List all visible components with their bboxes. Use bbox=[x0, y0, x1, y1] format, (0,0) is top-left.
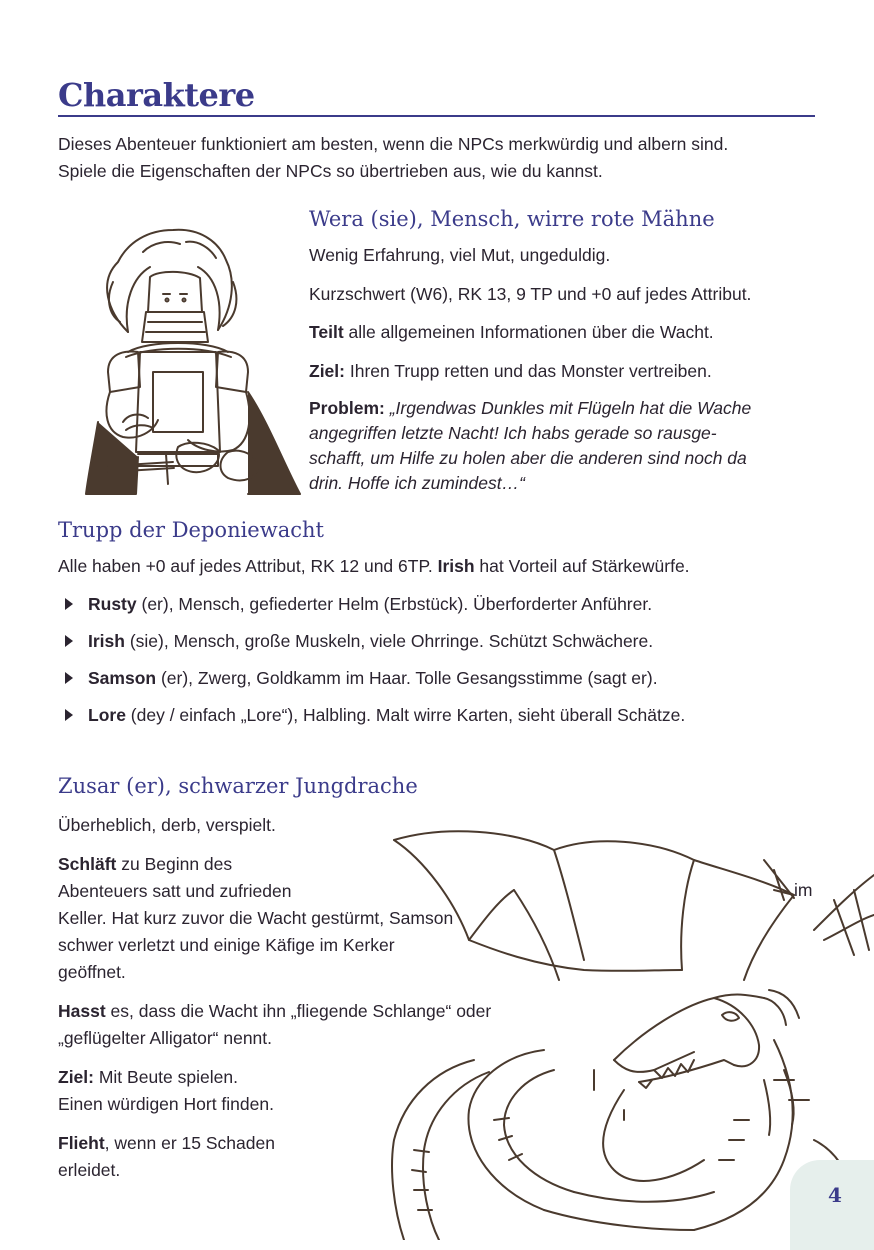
page-number: 4 bbox=[828, 1183, 842, 1207]
intro-paragraph bbox=[58, 131, 838, 185]
zusar-block bbox=[58, 812, 528, 1196]
zusar-paragraph-3 bbox=[58, 1064, 528, 1118]
zusar-p1-line-1: zu Beginn des bbox=[116, 854, 233, 874]
member-name: Rusty bbox=[88, 594, 137, 614]
zusar-paragraph-4 bbox=[58, 1130, 528, 1184]
list-item bbox=[58, 629, 838, 666]
wera-line-4 bbox=[309, 359, 712, 384]
bullet-triangle-icon bbox=[65, 709, 73, 721]
bullet-triangle-icon bbox=[65, 598, 73, 610]
page-title: Charaktere bbox=[58, 76, 255, 114]
zusar-heading: Zusar (er), schwarzer Jungdrache bbox=[58, 774, 418, 798]
list-item bbox=[58, 666, 838, 703]
trupp-summary-2: hat Vorteil auf Stärkewürfe. bbox=[474, 556, 690, 576]
knight-illustration bbox=[68, 222, 308, 497]
member-text: (dey / einfach „Lore“), Halbling. Malt wirre Karten, sieht überall Schätze. bbox=[125, 705, 686, 725]
trupp-summary-1: Alle haben +0 auf jedes Attribut, RK 12 und 6TP. bbox=[58, 556, 438, 576]
wera-problem-line-3: schafft, um Hilfe zu holen aber die anderen sind noch da bbox=[309, 448, 747, 468]
wera-problem-line-2: angegriffen letzte Nacht! Ich habs gerade so rausge- bbox=[309, 423, 717, 443]
wera-problem-bold: Problem: bbox=[309, 398, 385, 418]
trupp-summary-bold: Irish bbox=[437, 556, 475, 576]
zusar-traits: Überheblich, derb, verspielt. bbox=[58, 815, 276, 835]
zusar-p3-line-1: Mit Beute spielen. bbox=[93, 1067, 238, 1087]
wera-line-4-text: Ihren Trupp retten und das Monster vertreiben. bbox=[344, 361, 712, 381]
wera-problem bbox=[309, 396, 819, 496]
trupp-heading: Trupp der Deponiewacht bbox=[58, 518, 324, 542]
wera-line-3-text: alle allgemeinen Informationen über die Wacht. bbox=[343, 322, 714, 342]
list-item bbox=[58, 703, 838, 740]
zusar-paragraph-1 bbox=[58, 851, 528, 986]
wera-problem-line-4: drin. Hoffe ich zumindest…“ bbox=[309, 473, 525, 493]
wera-heading: Wera (sie), Mensch, wirre rote Mähne bbox=[309, 207, 715, 231]
zusar-p1-im: im bbox=[794, 880, 813, 900]
trupp-summary bbox=[58, 553, 848, 580]
title-underline bbox=[58, 115, 815, 117]
wera-problem-line-1: „Irgendwas Dunkles mit Flügeln hat die Wache bbox=[384, 398, 752, 418]
intro-line-1: Dieses Abenteuer funktioniert am besten, wenn die NPCs merkwürdig und albern sind. bbox=[58, 134, 729, 154]
list-item bbox=[58, 592, 838, 629]
wera-line-4-bold: Ziel: bbox=[309, 361, 345, 381]
member-name: Irish bbox=[88, 631, 125, 651]
zusar-p2-line-1: es, dass die Wacht ihn „fliegende Schlange“ oder bbox=[105, 1001, 492, 1021]
wera-line-2: Kurzschwert (W6), RK 13, 9 TP und +0 auf jedes Attribut. bbox=[309, 284, 752, 304]
bullet-triangle-icon bbox=[65, 635, 73, 647]
member-name: Lore bbox=[88, 705, 126, 725]
member-name: Samson bbox=[88, 668, 157, 688]
zusar-p1-bold: Schläft bbox=[58, 854, 117, 874]
intro-line-2: Spiele die Eigenschaften der NPCs so übertrieben aus, wie du kannst. bbox=[58, 161, 603, 181]
wera-line-1: Wenig Erfahrung, viel Mut, ungeduldig. bbox=[309, 245, 611, 265]
zusar-p1-line-4: schwer verletzt und einige Käfige im Kerker bbox=[58, 935, 395, 955]
zusar-p1-line-2: Abenteuers satt und zufrieden bbox=[58, 881, 292, 901]
zusar-p3-bold: Ziel: bbox=[58, 1067, 94, 1087]
trupp-member-list bbox=[58, 592, 838, 740]
member-text: (sie), Mensch, große Muskeln, viele Ohrringe. Schützt Schwächere. bbox=[124, 631, 654, 651]
zusar-p3-line-2: Einen würdigen Hort finden. bbox=[58, 1094, 274, 1114]
zusar-paragraph-2 bbox=[58, 998, 528, 1052]
zusar-p4-line-1: , wenn er 15 Schaden bbox=[104, 1133, 275, 1153]
wera-line-3 bbox=[309, 320, 714, 345]
zusar-p2-bold: Hasst bbox=[58, 1001, 106, 1021]
wera-line-3-bold: Teilt bbox=[309, 322, 344, 342]
zusar-p4-bold: Flieht bbox=[58, 1133, 105, 1153]
member-text: (er), Zwerg, Goldkamm im Haar. Tolle Gesangsstimme (sagt er). bbox=[156, 668, 658, 688]
zusar-p4-line-2: erleidet. bbox=[58, 1160, 121, 1180]
bullet-triangle-icon bbox=[65, 672, 73, 684]
zusar-p1-line-3: Keller. Hat kurz zuvor die Wacht gestürmt, Samson bbox=[58, 908, 454, 928]
zusar-p1-line-5: geöffnet. bbox=[58, 962, 126, 982]
zusar-p2-line-2: „geflügelter Alligator“ nennt. bbox=[58, 1028, 273, 1048]
member-text: (er), Mensch, gefiederter Helm (Erbstück). Überforderter Anführer. bbox=[136, 594, 653, 614]
